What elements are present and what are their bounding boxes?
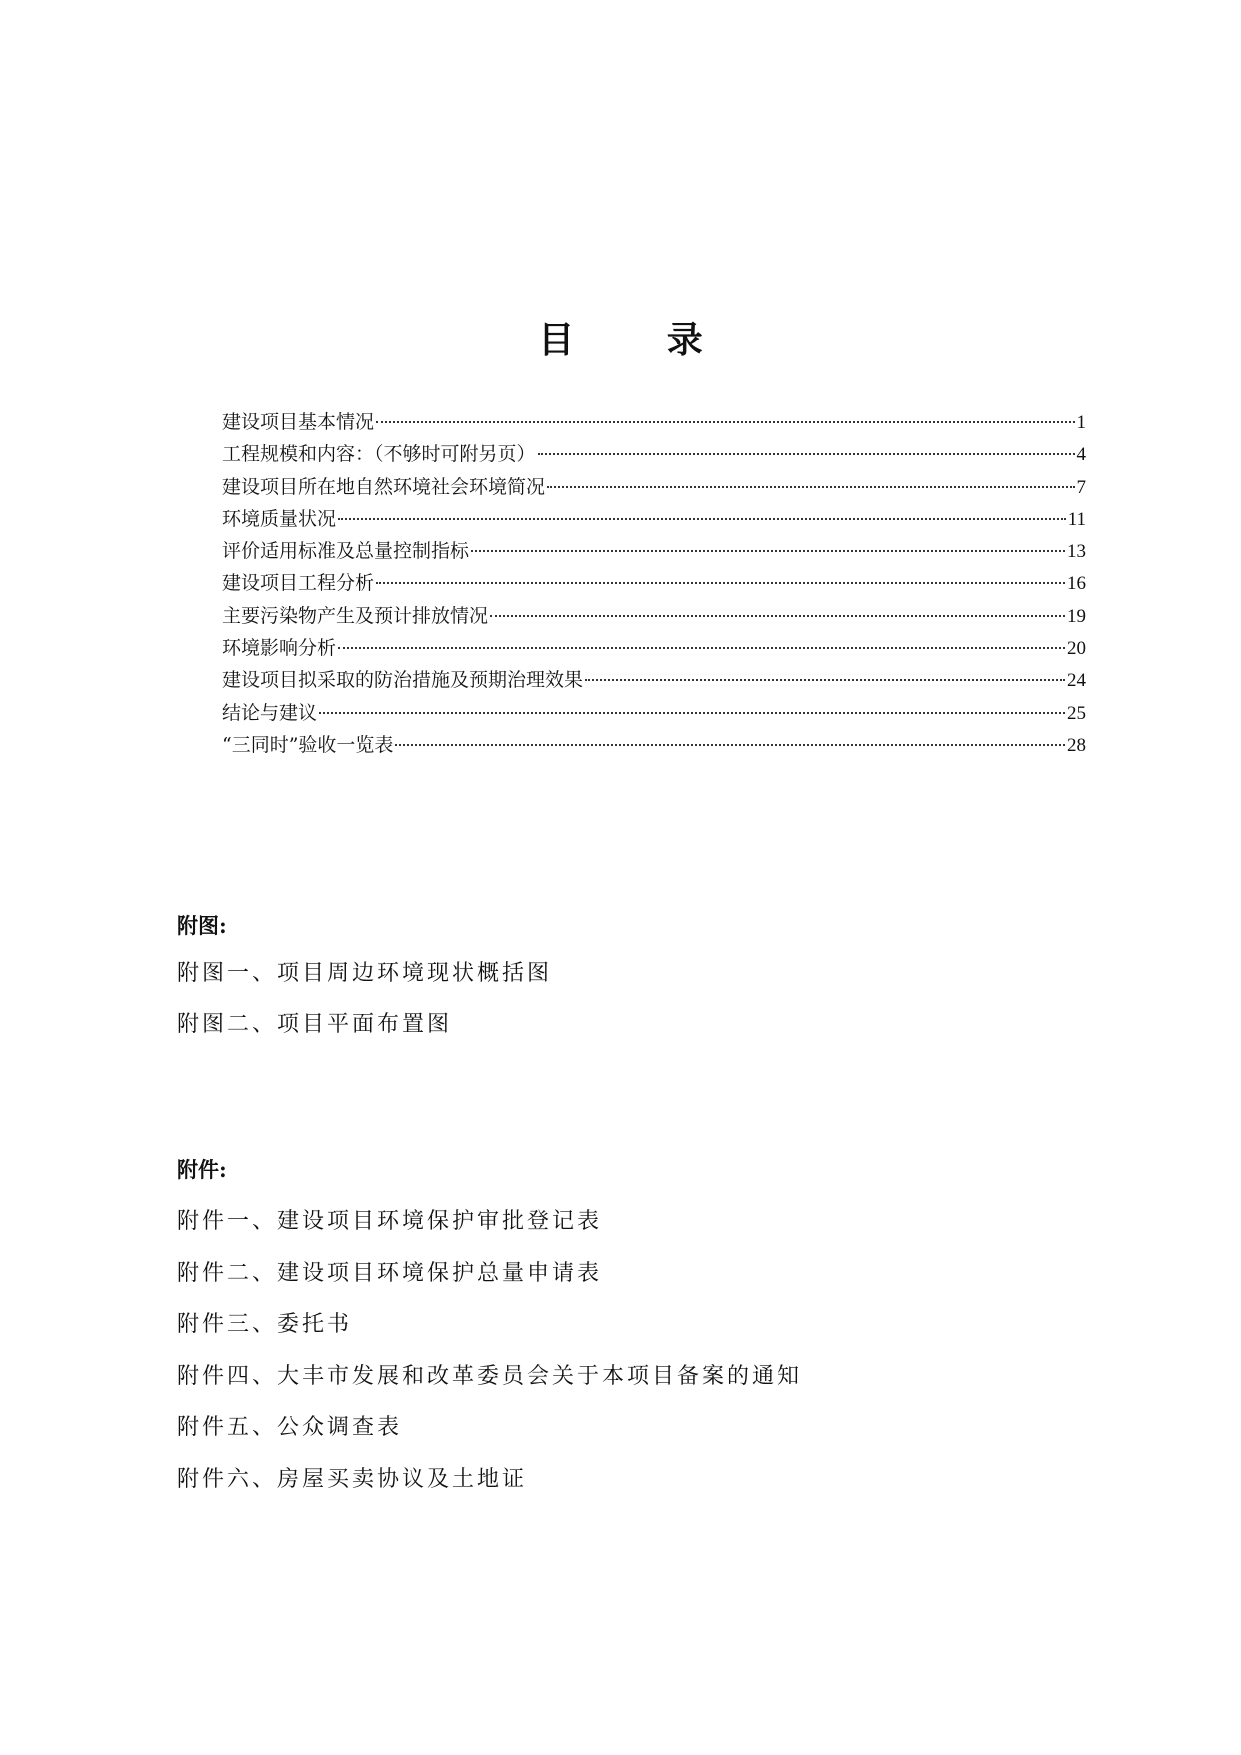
toc-entry-label: 建设项目拟采取的防治措施及预期治理效果 bbox=[222, 669, 584, 692]
toc-entry[interactable] bbox=[222, 664, 1086, 696]
toc-entry[interactable] bbox=[222, 406, 1086, 438]
list-item: 附件三、委托书 bbox=[177, 1312, 353, 1338]
toc-entry-page: 25 bbox=[1067, 702, 1086, 724]
toc-entry-page: 19 bbox=[1067, 605, 1086, 627]
toc-entry[interactable] bbox=[222, 567, 1086, 599]
figures-list bbox=[177, 960, 552, 1062]
toc-entry-label: 建设项目工程分析 bbox=[222, 572, 375, 595]
toc-entry[interactable] bbox=[222, 503, 1086, 535]
toc-entry-page: 20 bbox=[1067, 638, 1086, 660]
toc-entry-page: 1 bbox=[1076, 412, 1086, 433]
toc-dot-leader bbox=[395, 744, 1065, 746]
toc-entry-label: 评价适用标准及总量控制指标 bbox=[222, 540, 470, 563]
toc-entry-page: 28 bbox=[1067, 734, 1086, 756]
page-title: 目 录 bbox=[538, 319, 743, 361]
toc-dot-leader bbox=[376, 421, 1074, 423]
toc-entry[interactable] bbox=[222, 438, 1086, 470]
toc-entry-page: 16 bbox=[1067, 573, 1086, 595]
figures-heading: 附图: bbox=[177, 913, 227, 938]
toc-dot-leader bbox=[547, 486, 1074, 488]
toc-dot-leader bbox=[338, 518, 1066, 520]
toc-entry-label: 环境质量状况 bbox=[222, 507, 337, 530]
list-item: 附件二、建设项目环境保护总量申请表 bbox=[177, 1260, 603, 1286]
toc-entry-page: 7 bbox=[1076, 476, 1086, 498]
toc-dot-leader bbox=[319, 712, 1065, 714]
table-of-contents bbox=[222, 406, 1086, 761]
toc-entry[interactable] bbox=[222, 535, 1086, 567]
toc-entry-page: 11 bbox=[1067, 508, 1086, 530]
toc-entry-label: 建设项目所在地自然环境社会环境简况 bbox=[222, 475, 546, 498]
toc-entry-label: 工程规模和内容：（不够时可附另页） bbox=[222, 443, 536, 466]
list-item: 附件六、房屋买卖协议及土地证 bbox=[177, 1466, 528, 1492]
toc-entry[interactable] bbox=[222, 697, 1086, 729]
toc-dot-leader bbox=[585, 679, 1065, 681]
toc-entry-label: 结论与建议 bbox=[222, 701, 318, 724]
list-item: 附件一、建设项目环境保护审批登记表 bbox=[177, 1209, 603, 1234]
toc-entry[interactable] bbox=[222, 600, 1086, 632]
toc-entry-page: 4 bbox=[1076, 444, 1086, 466]
list-item: 附件五、公众调查表 bbox=[177, 1415, 403, 1441]
toc-entry[interactable] bbox=[222, 471, 1086, 503]
toc-entry-label: 建设项目基本情况 bbox=[222, 411, 375, 433]
toc-entry-page: 13 bbox=[1067, 541, 1086, 563]
toc-entry-page: 24 bbox=[1067, 670, 1086, 692]
toc-dot-leader bbox=[538, 453, 1075, 455]
toc-entry[interactable] bbox=[222, 729, 1086, 761]
toc-entry-label: 环境影响分析 bbox=[222, 637, 337, 660]
toc-entry-label: 主要污染物产生及预计排放情况 bbox=[222, 604, 489, 627]
list-item: 附件四、大丰市发展和改革委员会关于本项目备案的通知 bbox=[177, 1363, 803, 1389]
toc-dot-leader bbox=[490, 615, 1065, 617]
attachments-heading: 附件: bbox=[177, 1157, 227, 1182]
attachments-list bbox=[177, 1208, 802, 1518]
toc-entry-label: “三同时”验收一览表 bbox=[222, 733, 394, 756]
toc-entry[interactable] bbox=[222, 632, 1086, 664]
toc-dot-leader bbox=[338, 647, 1065, 649]
toc-dot-leader bbox=[376, 582, 1065, 584]
list-item: 附图一、项目周边环境现状概括图 bbox=[177, 961, 553, 986]
toc-dot-leader bbox=[471, 550, 1065, 552]
list-item: 附图二、项目平面布置图 bbox=[177, 1012, 453, 1037]
